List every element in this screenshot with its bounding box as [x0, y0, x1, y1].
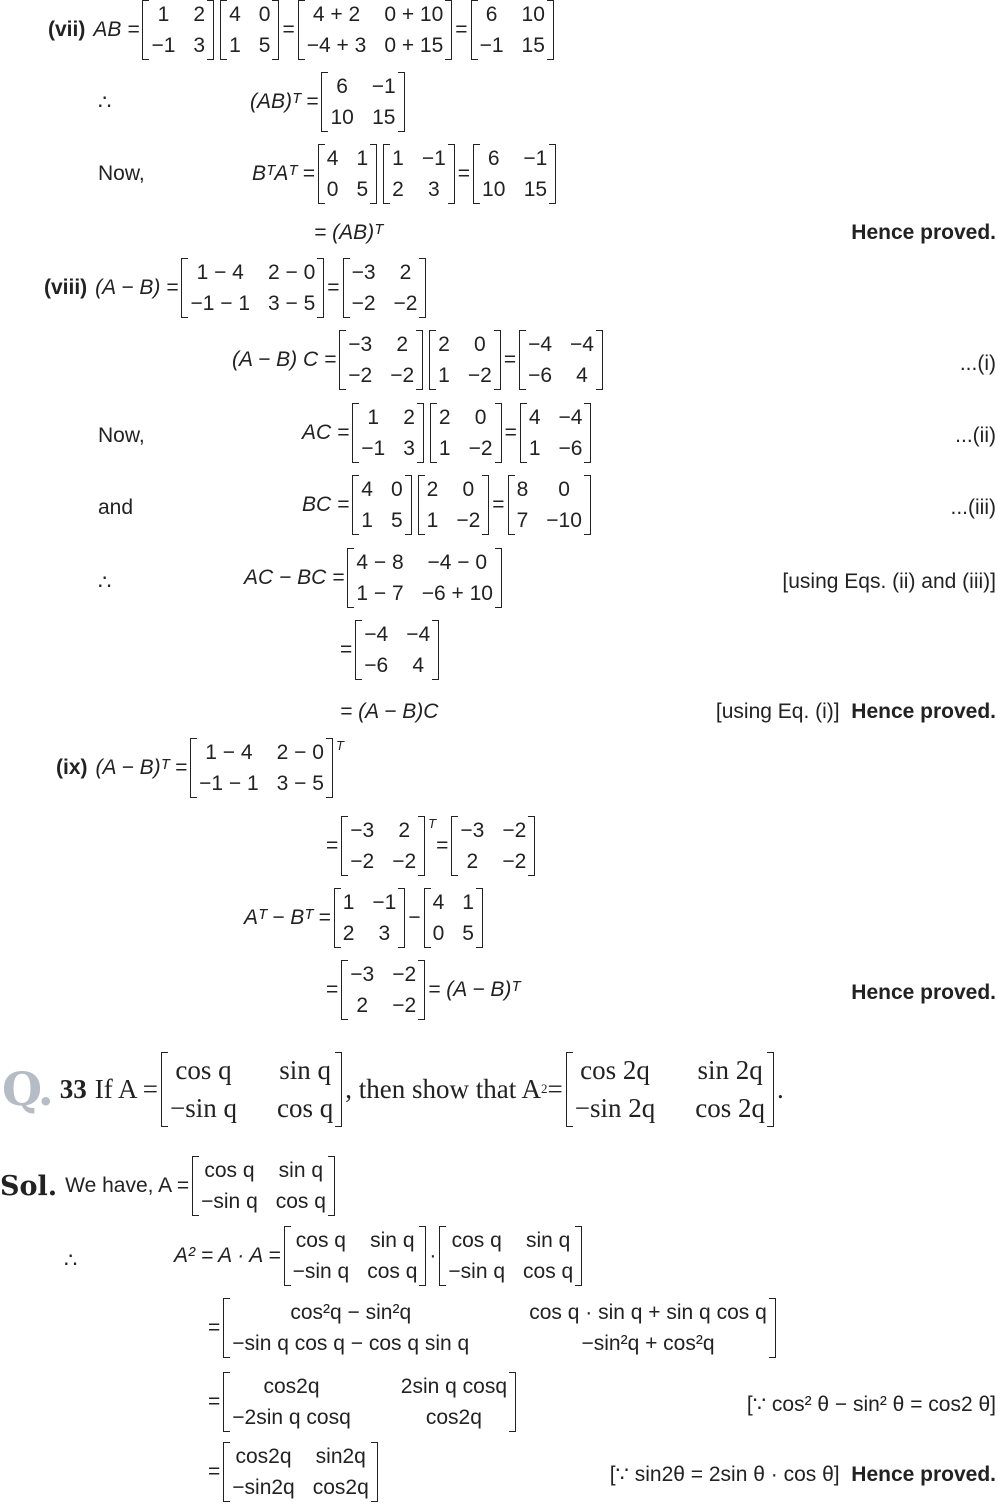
viii-conclusion — [716, 700, 996, 724]
identity-note: [∵ cos² θ − sin² θ = cos2 θ] — [746, 1393, 996, 1416]
matrix: cos q sin q −sin q cos q — [161, 1052, 342, 1127]
minus: − — [408, 906, 421, 930]
part-label: (viii) — [44, 276, 88, 300]
solution-line-1 — [0, 1156, 338, 1216]
equals: = — [436, 834, 449, 858]
equals: = — [340, 638, 353, 662]
hence-proved: Hence proved. — [851, 1463, 996, 1486]
viii-line-6 — [340, 620, 442, 680]
equation-lhs: AC − BC = — [244, 566, 345, 590]
hence-proved: Hence proved. — [851, 981, 996, 1004]
equation-note: [using Eqs. (ii) and (iii)] — [782, 570, 996, 593]
matrix: −3 −2 2 −2 — [451, 816, 535, 876]
solution-conclusion — [610, 1462, 996, 1487]
superscript: 2 — [541, 1081, 548, 1097]
viii-line-3 — [302, 403, 594, 463]
equals: = — [282, 18, 295, 42]
matrix: 2 0 1 −2 — [418, 475, 490, 535]
matrix: 2 0 1 −2 — [429, 330, 501, 390]
equation-lhs: AB = — [93, 18, 140, 42]
matrix: cos q sin q −sin q cos q — [192, 1156, 335, 1216]
part-label: (ix) — [56, 756, 88, 780]
equation-lhs: (A − B) = — [95, 276, 179, 300]
equals: = — [492, 493, 505, 517]
equation-lhs: Aᵀ − Bᵀ = — [244, 906, 331, 930]
matrix: 1 2 −1 3 — [352, 403, 424, 463]
equation-lhs: BᵀAᵀ = — [252, 162, 315, 186]
vii-line-4: = (AB)ᵀ — [314, 221, 383, 244]
equation-lhs: (AB)ᵀ = — [250, 90, 319, 114]
matrix: 4 + 2 0 + 10 −4 + 3 0 + 15 — [298, 0, 453, 60]
equation-lhs: (A − B) C = — [232, 348, 337, 372]
matrix: 1 −1 2 3 — [334, 888, 406, 948]
matrix: cos q sin q −sin q cos q — [439, 1226, 582, 1286]
equation-rhs: = (A − B)ᵀ — [428, 978, 520, 1002]
question-logo: Q. — [2, 1062, 52, 1117]
equation-tag: ...(iii) — [950, 496, 996, 519]
matrix: −3 2 −2 −2 — [341, 816, 425, 876]
matrix: 4 0 1 5 — [220, 0, 279, 60]
question-number: 33 — [59, 1073, 87, 1104]
vii-line-2 — [250, 72, 408, 132]
vii-line-1 — [48, 0, 557, 60]
equals: = — [326, 978, 339, 1002]
solution-text: We have, A = — [65, 1174, 190, 1198]
equals: = — [504, 421, 517, 445]
matrix: −3 2 −2 −2 — [339, 330, 423, 390]
matrix: 6 −1 10 15 — [321, 72, 404, 132]
equals: = — [208, 1390, 221, 1414]
transpose-mark: T — [335, 738, 344, 753]
ix-line-4 — [326, 960, 520, 1020]
matrix: −3 −2 2 −2 — [341, 960, 425, 1020]
viii-line-2 — [232, 330, 606, 390]
matrix: cos2q sin2q −sin2q cos2q — [223, 1442, 378, 1502]
equals: = — [503, 348, 517, 372]
matrix: cos2q 2sin q cosq −2sin q cosq cos2q — [223, 1372, 516, 1432]
equation-lhs: A² = A · A = — [174, 1244, 281, 1268]
equals: = — [326, 834, 339, 858]
transpose-mark: T — [428, 816, 437, 831]
equals: = — [208, 1316, 221, 1340]
matrix: 4 1 0 5 — [318, 144, 377, 204]
equals: = — [208, 1460, 221, 1484]
therefore-symbol: ∴ — [98, 91, 112, 114]
matrix: cos 2q sin 2q −sin 2q cos 2q — [566, 1052, 774, 1127]
ix-line-3 — [244, 888, 486, 948]
question-text: If A = — [94, 1073, 159, 1104]
ix-line-1 — [56, 738, 344, 798]
viii-line-7: = (A − B)C — [340, 700, 439, 723]
identity-note: [∵ sin2θ = 2sin θ · cos θ] — [609, 1463, 840, 1486]
solution-line-5 — [208, 1442, 381, 1502]
hence-proved: Hence proved. — [851, 700, 996, 723]
equation-lhs: (A − B)ᵀ = — [95, 756, 188, 780]
matrix: 1 2 −1 3 — [142, 0, 214, 60]
matrix: −3 2 −2 −2 — [343, 258, 427, 318]
equation-tag: ...(i) — [959, 352, 996, 375]
equals: = — [547, 1073, 563, 1104]
hence-proved: Hence proved. — [851, 221, 996, 244]
viii-line-5 — [244, 548, 505, 608]
matrix: 4 0 1 5 — [352, 475, 411, 535]
matrix: 8 0 7 −10 — [508, 475, 591, 535]
ix-line-2 — [326, 816, 538, 876]
question-33 — [2, 1052, 784, 1127]
equation-lhs: BC = — [302, 493, 350, 517]
equals: = — [457, 162, 471, 186]
part-label: (vii) — [48, 18, 86, 42]
matrix: 4 − 8 −4 − 0 1 − 7 −6 + 10 — [347, 548, 502, 608]
solution-line-2 — [174, 1226, 585, 1286]
matrix: 1 − 4 2 − 0 −1 − 1 3 − 5 — [190, 738, 333, 798]
dot: · — [429, 1244, 437, 1268]
solution-line-4 — [208, 1372, 519, 1432]
vii-line-3 — [252, 144, 559, 204]
period: . — [777, 1073, 784, 1104]
viii-line-4 — [302, 475, 594, 535]
now-label: Now, — [98, 162, 145, 185]
matrix: 4 1 0 5 — [424, 888, 483, 948]
matrix: cos²q − sin²q cos q · sin q + sin q cos q −sin q cos q − cos q sin q −sin²q + cos²q — [223, 1298, 776, 1358]
equation-lhs: AC = — [302, 421, 350, 445]
matrix: 1 −1 2 3 — [383, 144, 455, 204]
and-label: and — [98, 496, 134, 519]
equation-note: [using Eq. (i)] — [715, 700, 840, 723]
matrix: −4 −4 −6 4 — [519, 330, 603, 390]
now-label: Now, — [98, 424, 145, 447]
matrix: 4 −4 1 −6 — [520, 403, 592, 463]
matrix: 1 − 4 2 − 0 −1 − 1 3 − 5 — [181, 258, 324, 318]
equals: = — [327, 276, 340, 300]
question-text: , then show that A — [345, 1073, 542, 1104]
matrix: −4 −4 −6 4 — [355, 620, 439, 680]
equals: = — [455, 18, 468, 42]
therefore-symbol: ∴ — [64, 1249, 78, 1272]
equation-tag: ...(ii) — [955, 424, 996, 447]
matrix: 2 0 1 −2 — [430, 403, 502, 463]
solution-line-3 — [208, 1298, 779, 1358]
matrix: 6 10 −1 15 — [471, 0, 554, 60]
matrix: 6 −1 10 15 — [473, 144, 556, 204]
viii-line-1 — [44, 258, 429, 318]
matrix: cos q sin q −sin q cos q — [284, 1226, 427, 1286]
therefore-symbol: ∴ — [98, 571, 112, 594]
solution-label: Sol. — [0, 1170, 58, 1202]
